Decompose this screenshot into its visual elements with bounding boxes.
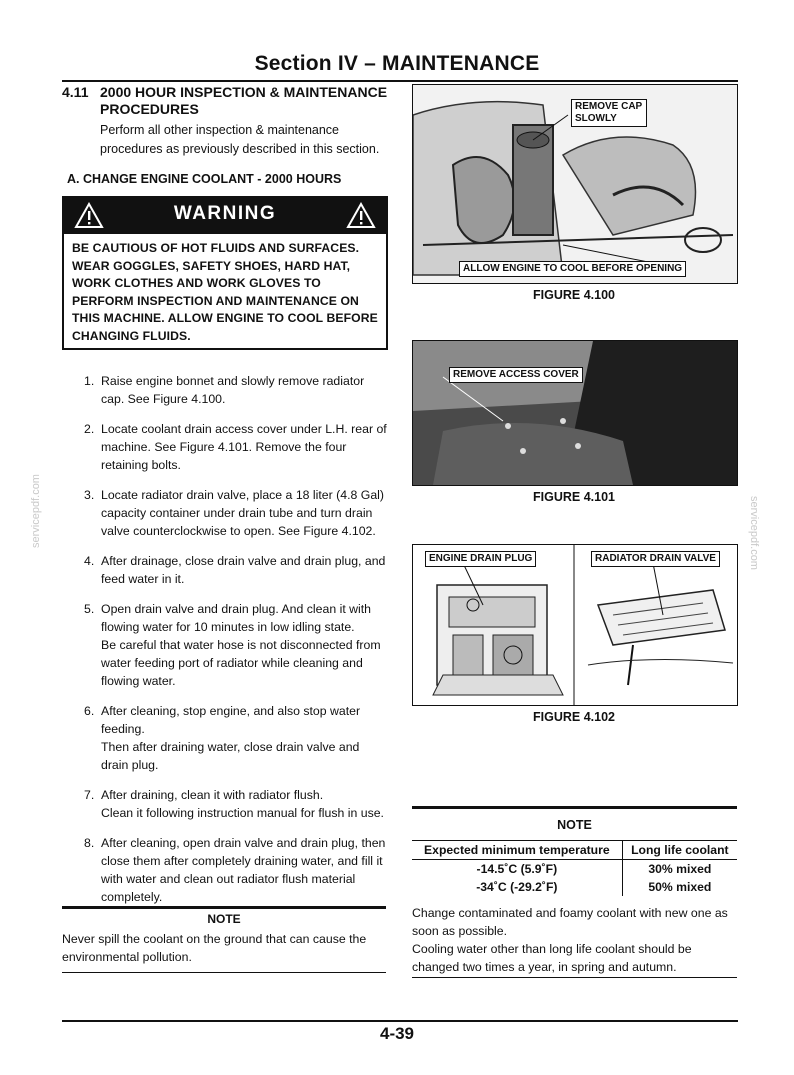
step-item	[84, 372, 389, 408]
step-text: Then after draining water, close drain valve and drain plug.	[101, 740, 360, 772]
step-number: 4.	[84, 554, 95, 568]
warning-word: WARNING	[173, 203, 277, 224]
step-number: 1.	[84, 374, 95, 388]
note-label: NOTE	[207, 912, 241, 926]
figure-4-102-drawing	[412, 544, 738, 706]
coolant-table	[412, 840, 737, 896]
section-title-line2: PROCEDURES	[100, 101, 199, 117]
step-item	[84, 486, 389, 540]
warning-box	[62, 196, 388, 350]
note-rule	[412, 977, 737, 978]
note-rule	[62, 972, 386, 973]
note-rule	[62, 906, 386, 909]
step-item	[84, 420, 389, 474]
step-number: 2.	[84, 422, 95, 436]
access-cover-illustration	[413, 341, 737, 485]
figure-4-100-photo	[412, 84, 738, 284]
table-cell: -14.5˚C (5.9˚F)	[412, 860, 622, 879]
figure-caption: FIGURE 4.100	[533, 288, 615, 302]
table-cell: 50% mixed	[648, 880, 712, 894]
step-text: Be careful that water hose is not disconnected from water feeding port of radiator while cleaning and flowing water.	[101, 638, 381, 688]
step-number: 8.	[84, 836, 95, 850]
step-text: Locate radiator drain valve, place a 18 liter (4.8 Gal) capacity container under drain tube and turn drain valve counterclockwise to open. See Figure 4.102.	[101, 488, 384, 538]
step-text: After cleaning, open drain valve and drain plug, then close them after completely draining water, and fill it with water and clean out radiator flush material completely.	[101, 836, 386, 904]
note-text-line: Change contaminated and foamy coolant with new one as soon as possible.	[412, 906, 728, 938]
step-text: After cleaning, stop engine, and also stop water feeding.	[101, 704, 361, 736]
step-item	[84, 600, 389, 690]
watermark: servicepdf.com	[748, 496, 760, 570]
title-rule	[62, 80, 738, 82]
table-row	[412, 878, 737, 896]
note-label: NOTE	[557, 818, 592, 832]
section-number: 4.11	[62, 84, 89, 100]
warning-bar	[64, 198, 386, 234]
figure-callout: ENGINE DRAIN PLUG	[425, 551, 536, 567]
figure-caption: FIGURE 4.102	[533, 710, 615, 724]
engine-radiator-drawing	[413, 545, 737, 705]
step-text: After drainage, close drain valve and drain plug, and feed water in it.	[101, 554, 386, 586]
figure-4-101-photo	[412, 340, 738, 486]
step-text: Locate coolant drain access cover under L.H. rear of machine. See Figure 4.101. Remove the four retaining bolts.	[101, 422, 387, 472]
subheading: A. CHANGE ENGINE COOLANT - 2000 HOURS	[67, 172, 342, 186]
table-cell: 30% mixed	[648, 862, 712, 876]
page-title: Section IV – MAINTENANCE	[254, 52, 540, 75]
step-number: 7.	[84, 788, 95, 802]
procedure-steps	[84, 372, 389, 906]
step-item	[84, 702, 389, 774]
step-text: Open drain valve and drain plug. And clean it with flowing water for 10 minutes in low idling state.	[101, 602, 372, 634]
note-text: Never spill the coolant on the ground that can cause the environmental pollution.	[62, 932, 367, 964]
watermark: servicepdf.com	[30, 474, 42, 548]
table-header: Long life coolant	[622, 841, 737, 860]
step-text: After draining, clean it with radiator flush.	[101, 788, 324, 802]
step-item	[84, 786, 389, 822]
footer-rule	[62, 1020, 738, 1022]
step-item	[84, 834, 389, 906]
table-header: Expected minimum temperature	[412, 841, 622, 860]
table-cell: -34˚C (-29.2˚F)	[412, 878, 622, 896]
warning-text: BE CAUTIOUS OF HOT FLUIDS AND SURFACES. WEAR GOGGLES, SAFETY SHOES, HARD HAT, WORK CLOTHES AND WORK GLOVES TO PERFORM INSPECTION AND MAINTENANCE ON THIS MACHINE. ALLOW ENGINE TO COOL BEFORE CHANGING FLUIDS.	[72, 241, 378, 343]
figure-callout: RADIATOR DRAIN VALVE	[591, 551, 720, 567]
step-item	[84, 552, 389, 588]
table-row	[412, 860, 737, 879]
figure-callout: ALLOW ENGINE TO COOL BEFORE OPENING	[459, 261, 686, 277]
figure-caption: FIGURE 4.101	[533, 490, 615, 504]
note-text	[412, 904, 739, 976]
step-text: Raise engine bonnet and slowly remove radiator cap. See Figure 4.100.	[101, 374, 365, 406]
step-text: Clean it following instruction manual for flush in use.	[101, 806, 384, 820]
step-number: 5.	[84, 602, 95, 616]
note-text-line: Cooling water other than long life coolant should be changed two times a year, in spring and autumn.	[412, 942, 692, 974]
step-number: 6.	[84, 704, 95, 718]
note-rule	[412, 806, 737, 809]
section-intro: Perform all other inspection & maintenance procedures as previously described in this section.	[100, 123, 380, 156]
section-title-line1: 2000 HOUR INSPECTION & MAINTENANCE	[100, 84, 388, 100]
warning-triangle-icon	[346, 202, 376, 229]
step-number: 3.	[84, 488, 95, 502]
figure-callout: REMOVE CAP SLOWLY	[571, 99, 647, 127]
page-number: 4-39	[379, 1024, 415, 1043]
figure-callout: REMOVE ACCESS COVER	[449, 367, 583, 383]
section-heading	[62, 84, 392, 118]
